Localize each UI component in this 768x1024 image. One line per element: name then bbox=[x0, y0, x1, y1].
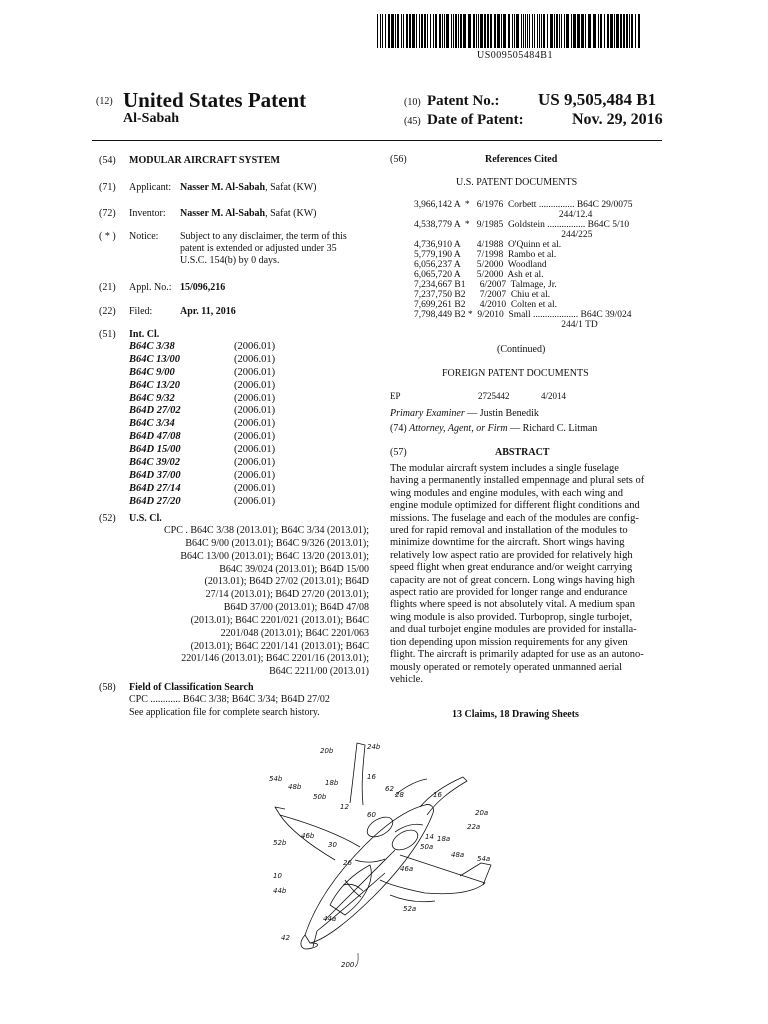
drawing-label: 18a bbox=[437, 835, 451, 843]
abstract-line: speed flight when great endurance and/or weight carrying bbox=[390, 562, 633, 574]
drawing-label: 30 bbox=[328, 841, 337, 849]
drawing-label: 52a bbox=[403, 905, 417, 913]
drawing-label: 42 bbox=[281, 934, 290, 942]
patent-number: US 9,505,484 B1 bbox=[538, 90, 657, 109]
barcode bbox=[377, 14, 640, 48]
drawing-label: 20a bbox=[475, 809, 489, 817]
drawing-label: 60 bbox=[367, 811, 376, 819]
drawing-label: 10 bbox=[273, 872, 282, 880]
int-cl-entry bbox=[129, 341, 289, 354]
int-cl-version: (2006.01) bbox=[234, 482, 276, 494]
code-56: (56) bbox=[390, 154, 407, 165]
notice-label: Notice: bbox=[129, 231, 159, 242]
code-22: (22) bbox=[99, 306, 116, 317]
header-rule bbox=[92, 140, 662, 141]
int-cl-code: B64D 27/02 bbox=[129, 405, 181, 417]
field-line: See application file for complete search history. bbox=[129, 706, 320, 718]
invention-title: MODULAR AIRCRAFT SYSTEM bbox=[129, 155, 280, 166]
notice-text bbox=[180, 231, 347, 267]
field-search-label: Field of Classification Search bbox=[129, 682, 254, 693]
int-cl-code: B64D 47/08 bbox=[129, 431, 181, 443]
examiner-line bbox=[390, 408, 539, 419]
code-51: (51) bbox=[99, 329, 116, 340]
cpc-block bbox=[129, 525, 369, 679]
abstract-line: mously operated or remotely operated unmanned aerial bbox=[390, 661, 623, 673]
int-cl-version: (2006.01) bbox=[234, 457, 276, 469]
int-cl-code: B64C 9/32 bbox=[129, 392, 175, 404]
int-cl-code: B64C 39/02 bbox=[129, 457, 181, 469]
int-cl-label: Int. Cl. bbox=[129, 329, 160, 340]
drawing-label: 54b bbox=[269, 775, 283, 783]
field-search-text bbox=[129, 694, 330, 719]
code-58: (58) bbox=[99, 682, 116, 693]
foreign-number: 2725442 bbox=[478, 391, 510, 401]
abstract-line: vehicle. bbox=[390, 673, 423, 685]
int-cl-entry bbox=[129, 393, 289, 406]
int-cl-version: (2006.01) bbox=[234, 379, 276, 391]
us-reference-line: 7,237,750 B2 7/2007 Chiu et al. bbox=[414, 290, 551, 300]
int-cl-version: (2006.01) bbox=[234, 392, 276, 404]
inventor-value bbox=[180, 208, 316, 219]
code-10: (10) bbox=[404, 97, 421, 108]
us-reference-line: 3,966,142 A * 6/1976 Corbett ............... B64C 29/0075 bbox=[414, 200, 633, 210]
abstract-line: minimize downtime for the aircraft. Short wings having bbox=[390, 537, 625, 549]
drawing-label: 20b bbox=[320, 747, 334, 755]
abstract-line: wing module is also provided. Turboprop, single turbojet, bbox=[390, 611, 633, 623]
field-line: CPC ............ B64C 3/38; B64C 3/34; B64D 27/02 bbox=[129, 694, 330, 705]
int-cl-code: B64C 13/20 bbox=[129, 379, 181, 391]
abstract-line: having a permanently installed empennage and plural sets of bbox=[390, 475, 645, 487]
us-reference-line: 4,736,910 A 4/1988 O'Quinn et al. bbox=[414, 240, 562, 250]
cpc-line: 2201/146 (2013.01); B64C 2201/16 (2013.01); bbox=[181, 653, 369, 665]
int-cl-entry bbox=[129, 444, 289, 457]
drawing-label: 48a bbox=[451, 851, 465, 859]
drawing-label: 200 bbox=[341, 961, 355, 969]
code-45: (45) bbox=[404, 116, 421, 127]
int-cl-code: B64D 37/00 bbox=[129, 469, 181, 481]
us-reference-line: 4,538,779 A * 9/1985 Goldstein ................ B64C 5/10 bbox=[414, 220, 630, 230]
cpc-line: B64C 13/00 (2013.01); B64C 13/20 (2013.01); bbox=[180, 550, 369, 562]
us-references bbox=[414, 200, 633, 330]
applicant-location: , Safat (KW) bbox=[265, 182, 317, 193]
int-cl-version: (2006.01) bbox=[234, 469, 276, 481]
int-cl-code: B64D 27/20 bbox=[129, 495, 181, 507]
int-cl-version: (2006.01) bbox=[234, 444, 276, 456]
int-cl-version: (2006.01) bbox=[234, 431, 276, 443]
int-cl-code: B64C 3/34 bbox=[129, 418, 175, 430]
us-reference-line: 244/1 TD bbox=[414, 320, 598, 330]
cpc-line: B64C 9/00 (2013.01); B64C 9/326 (2013.01); bbox=[185, 537, 369, 549]
us-reference-line: 7,699,261 B2 4/2010 Colten et al. bbox=[414, 300, 558, 310]
abstract-text bbox=[390, 463, 662, 686]
us-reference-line: 5,779,190 A 7/1998 Rambo et al. bbox=[414, 250, 557, 260]
drawing-label: 52b bbox=[273, 839, 287, 847]
filed-label: Filed: bbox=[129, 306, 153, 317]
cpc-line: B64C 39/024 (2013.01); B64D 15/00 bbox=[219, 563, 369, 575]
us-reference-line: 7,798,449 B2 * 9/2010 Small ................... B64C 39/024 bbox=[414, 310, 632, 320]
abstract-line: aspect ratio are provided for longer range and endurance bbox=[390, 587, 628, 599]
cpc-line: B64D 37/00 (2013.01); B64D 47/08 bbox=[223, 602, 369, 614]
int-cl-code: B64C 9/00 bbox=[129, 366, 175, 378]
date-label: Date of Patent: bbox=[427, 112, 524, 128]
notice-line: patent is extended or adjusted under 35 bbox=[180, 243, 337, 254]
int-cl-code: B64D 15/00 bbox=[129, 444, 181, 456]
us-cl-label: U.S. Cl. bbox=[129, 513, 162, 524]
us-docs-label: U.S. PATENT DOCUMENTS bbox=[456, 177, 578, 188]
code-72: (72) bbox=[99, 208, 116, 219]
abstract-line: wing modules and engine modules, with each wing and bbox=[390, 487, 623, 499]
int-cl-code: B64D 27/14 bbox=[129, 482, 181, 494]
abstract-line: relatively low aspect ratio are provided for relatively high bbox=[390, 549, 633, 561]
int-cl-code: B64C 13/00 bbox=[129, 353, 181, 365]
examiner-name: — Justin Benedik bbox=[464, 408, 539, 419]
drawing-label: 12 bbox=[340, 803, 349, 811]
inventor-label: Inventor: bbox=[129, 208, 166, 219]
code-57: (57) bbox=[390, 447, 407, 458]
appl-label: Appl. No.: bbox=[129, 282, 172, 293]
code-74: (74) bbox=[390, 423, 407, 434]
cpc-line: (2013.01); B64C 2201/021 (2013.01); B64C bbox=[190, 614, 369, 626]
int-cl-entry bbox=[129, 496, 289, 509]
examiner-label: Primary Examiner bbox=[390, 408, 465, 419]
vertical-tail-right bbox=[420, 777, 467, 815]
abstract-line: and dual turbojet engine modules are provided for installa- bbox=[390, 624, 637, 636]
attorney-name: — Richard C. Litman bbox=[507, 423, 598, 434]
drawing-label: 18b bbox=[325, 779, 339, 787]
drawing-label: 28 bbox=[395, 791, 404, 799]
code-52: (52) bbox=[99, 513, 116, 524]
drawing-reference-labels bbox=[269, 743, 490, 969]
continued-note: (Continued) bbox=[497, 344, 546, 355]
cpc-line: B64C 2211/00 (2013.01) bbox=[269, 666, 369, 678]
int-cl-entry bbox=[129, 354, 289, 367]
drawing-label: 14 bbox=[425, 833, 434, 841]
vertical-tail-left bbox=[350, 743, 365, 805]
int-cl-entry bbox=[129, 483, 289, 496]
abstract-line: ured for rapid removal and installation of the modules to bbox=[390, 525, 628, 537]
abstract-line: tion depending upon mission requirements for any given bbox=[390, 636, 628, 648]
inventor-location: , Safat (KW) bbox=[265, 208, 317, 219]
code-21: (21) bbox=[99, 282, 116, 293]
aircraft-drawing bbox=[255, 735, 515, 970]
abstract-line: flights where speed is not absolutely vital. A medium span bbox=[390, 599, 635, 611]
cpc-line: (2013.01); B64C 2201/141 (2013.01); B64C bbox=[190, 640, 369, 652]
drawing-label: 54a bbox=[477, 855, 491, 863]
patent-date: Nov. 29, 2016 bbox=[572, 111, 663, 128]
notice-line: U.S.C. 154(b) by 0 days. bbox=[180, 255, 280, 266]
abstract-line: engine module optimized for different flight conditions and bbox=[390, 500, 640, 512]
drawing-label: 22a bbox=[467, 823, 481, 831]
abstract-line: capacity are not of great concern. Long wings having high bbox=[390, 574, 635, 586]
right-wing bbox=[380, 855, 485, 894]
cpc-line: 27/14 (2013.01); B64D 27/20 (2013.01); bbox=[205, 589, 369, 601]
code-71: (71) bbox=[99, 182, 116, 193]
int-cl-entry bbox=[129, 470, 289, 483]
int-cl-entry bbox=[129, 457, 289, 470]
drawing-label: 26 bbox=[343, 859, 352, 867]
us-reference-line: 6,056,237 A 5/2000 Woodland bbox=[414, 260, 547, 270]
int-cl-entry bbox=[129, 367, 289, 380]
drawing-label: 50b bbox=[313, 793, 327, 801]
int-cl-version: (2006.01) bbox=[234, 341, 276, 352]
int-cl-entry bbox=[129, 380, 289, 393]
code-notice: ( * ) bbox=[99, 231, 116, 242]
applicant-value bbox=[180, 182, 316, 193]
foreign-country: EP bbox=[390, 391, 401, 401]
cpc-line: 2201/048 (2013.01); B64C 2201/063 bbox=[220, 627, 369, 639]
abstract-line: flight. The aircraft is primarily adapted for use as an autono- bbox=[390, 649, 644, 661]
int-cl-version: (2006.01) bbox=[234, 366, 276, 378]
left-wing bbox=[280, 815, 360, 860]
us-reference-line: 7,234,667 B1 6/2007 Talmage, Jr. bbox=[414, 280, 557, 290]
drawing-label: 24b bbox=[367, 743, 381, 751]
cpc-line: CPC . B64C 3/38 (2013.01); B64C 3/34 (2013.01); bbox=[163, 525, 369, 536]
drawing-label: 46a bbox=[400, 865, 414, 873]
int-cl-version: (2006.01) bbox=[234, 418, 276, 430]
filed-date: Apr. 11, 2016 bbox=[180, 306, 236, 317]
drawing-label: 46b bbox=[301, 832, 315, 840]
int-cl-list bbox=[129, 341, 289, 509]
int-cl-version: (2006.01) bbox=[234, 405, 276, 417]
inventor-name: Nasser M. Al-Sabah bbox=[180, 208, 266, 219]
int-cl-entry bbox=[129, 431, 289, 444]
barcode-text: US009505484B1 bbox=[477, 50, 553, 61]
attorney-label: Attorney, Agent, or Firm bbox=[409, 423, 508, 434]
references-label: References Cited bbox=[485, 154, 558, 165]
patent-no-label: Patent No.: bbox=[427, 93, 500, 109]
abstract-line: The modular aircraft system includes a single fuselage bbox=[390, 463, 619, 474]
attorney-line bbox=[390, 423, 597, 434]
notice-line: Subject to any disclaimer, the term of this bbox=[180, 231, 347, 242]
appl-number: 15/096,216 bbox=[180, 282, 226, 293]
int-cl-version: (2006.01) bbox=[234, 353, 276, 365]
int-cl-version: (2006.01) bbox=[234, 495, 276, 507]
claims-summary: 13 Claims, 18 Drawing Sheets bbox=[452, 709, 579, 720]
us-reference-line: 244/225 bbox=[414, 230, 593, 240]
code-12: (12) bbox=[96, 96, 113, 107]
applicant-name: Nasser M. Al-Sabah bbox=[180, 182, 266, 193]
int-cl-entry bbox=[129, 418, 289, 431]
drawing-label: 50a bbox=[420, 843, 434, 851]
applicant-label: Applicant: bbox=[129, 182, 172, 193]
us-reference-line: 244/12.4 bbox=[414, 210, 593, 220]
abstract-label: ABSTRACT bbox=[495, 447, 550, 458]
inventor-short-name: Al-Sabah bbox=[123, 111, 180, 126]
code-54: (54) bbox=[99, 155, 116, 166]
us-reference-line: 6,065,720 A 5/2000 Ash et al. bbox=[414, 270, 544, 280]
foreign-docs-label: FOREIGN PATENT DOCUMENTS bbox=[442, 368, 589, 379]
int-cl-code: B64C 3/38 bbox=[129, 341, 175, 352]
int-cl-entry bbox=[129, 405, 289, 418]
patent-type-title: United States Patent bbox=[123, 88, 307, 112]
abstract-line: missions. The fuselage and each of the modules are config- bbox=[390, 512, 639, 524]
drawing-label: 44b bbox=[273, 887, 287, 895]
drawing-label: 48b bbox=[288, 783, 302, 791]
drawing-label: 62 bbox=[385, 785, 394, 793]
drawing-label: 16 bbox=[367, 773, 376, 781]
foreign-date: 4/2014 bbox=[541, 391, 567, 401]
cpc-line: (2013.01); B64D 27/02 (2013.01); B64D bbox=[204, 576, 369, 588]
drawing-label: 16 bbox=[433, 791, 442, 799]
drawing-label: 44a bbox=[323, 915, 337, 923]
